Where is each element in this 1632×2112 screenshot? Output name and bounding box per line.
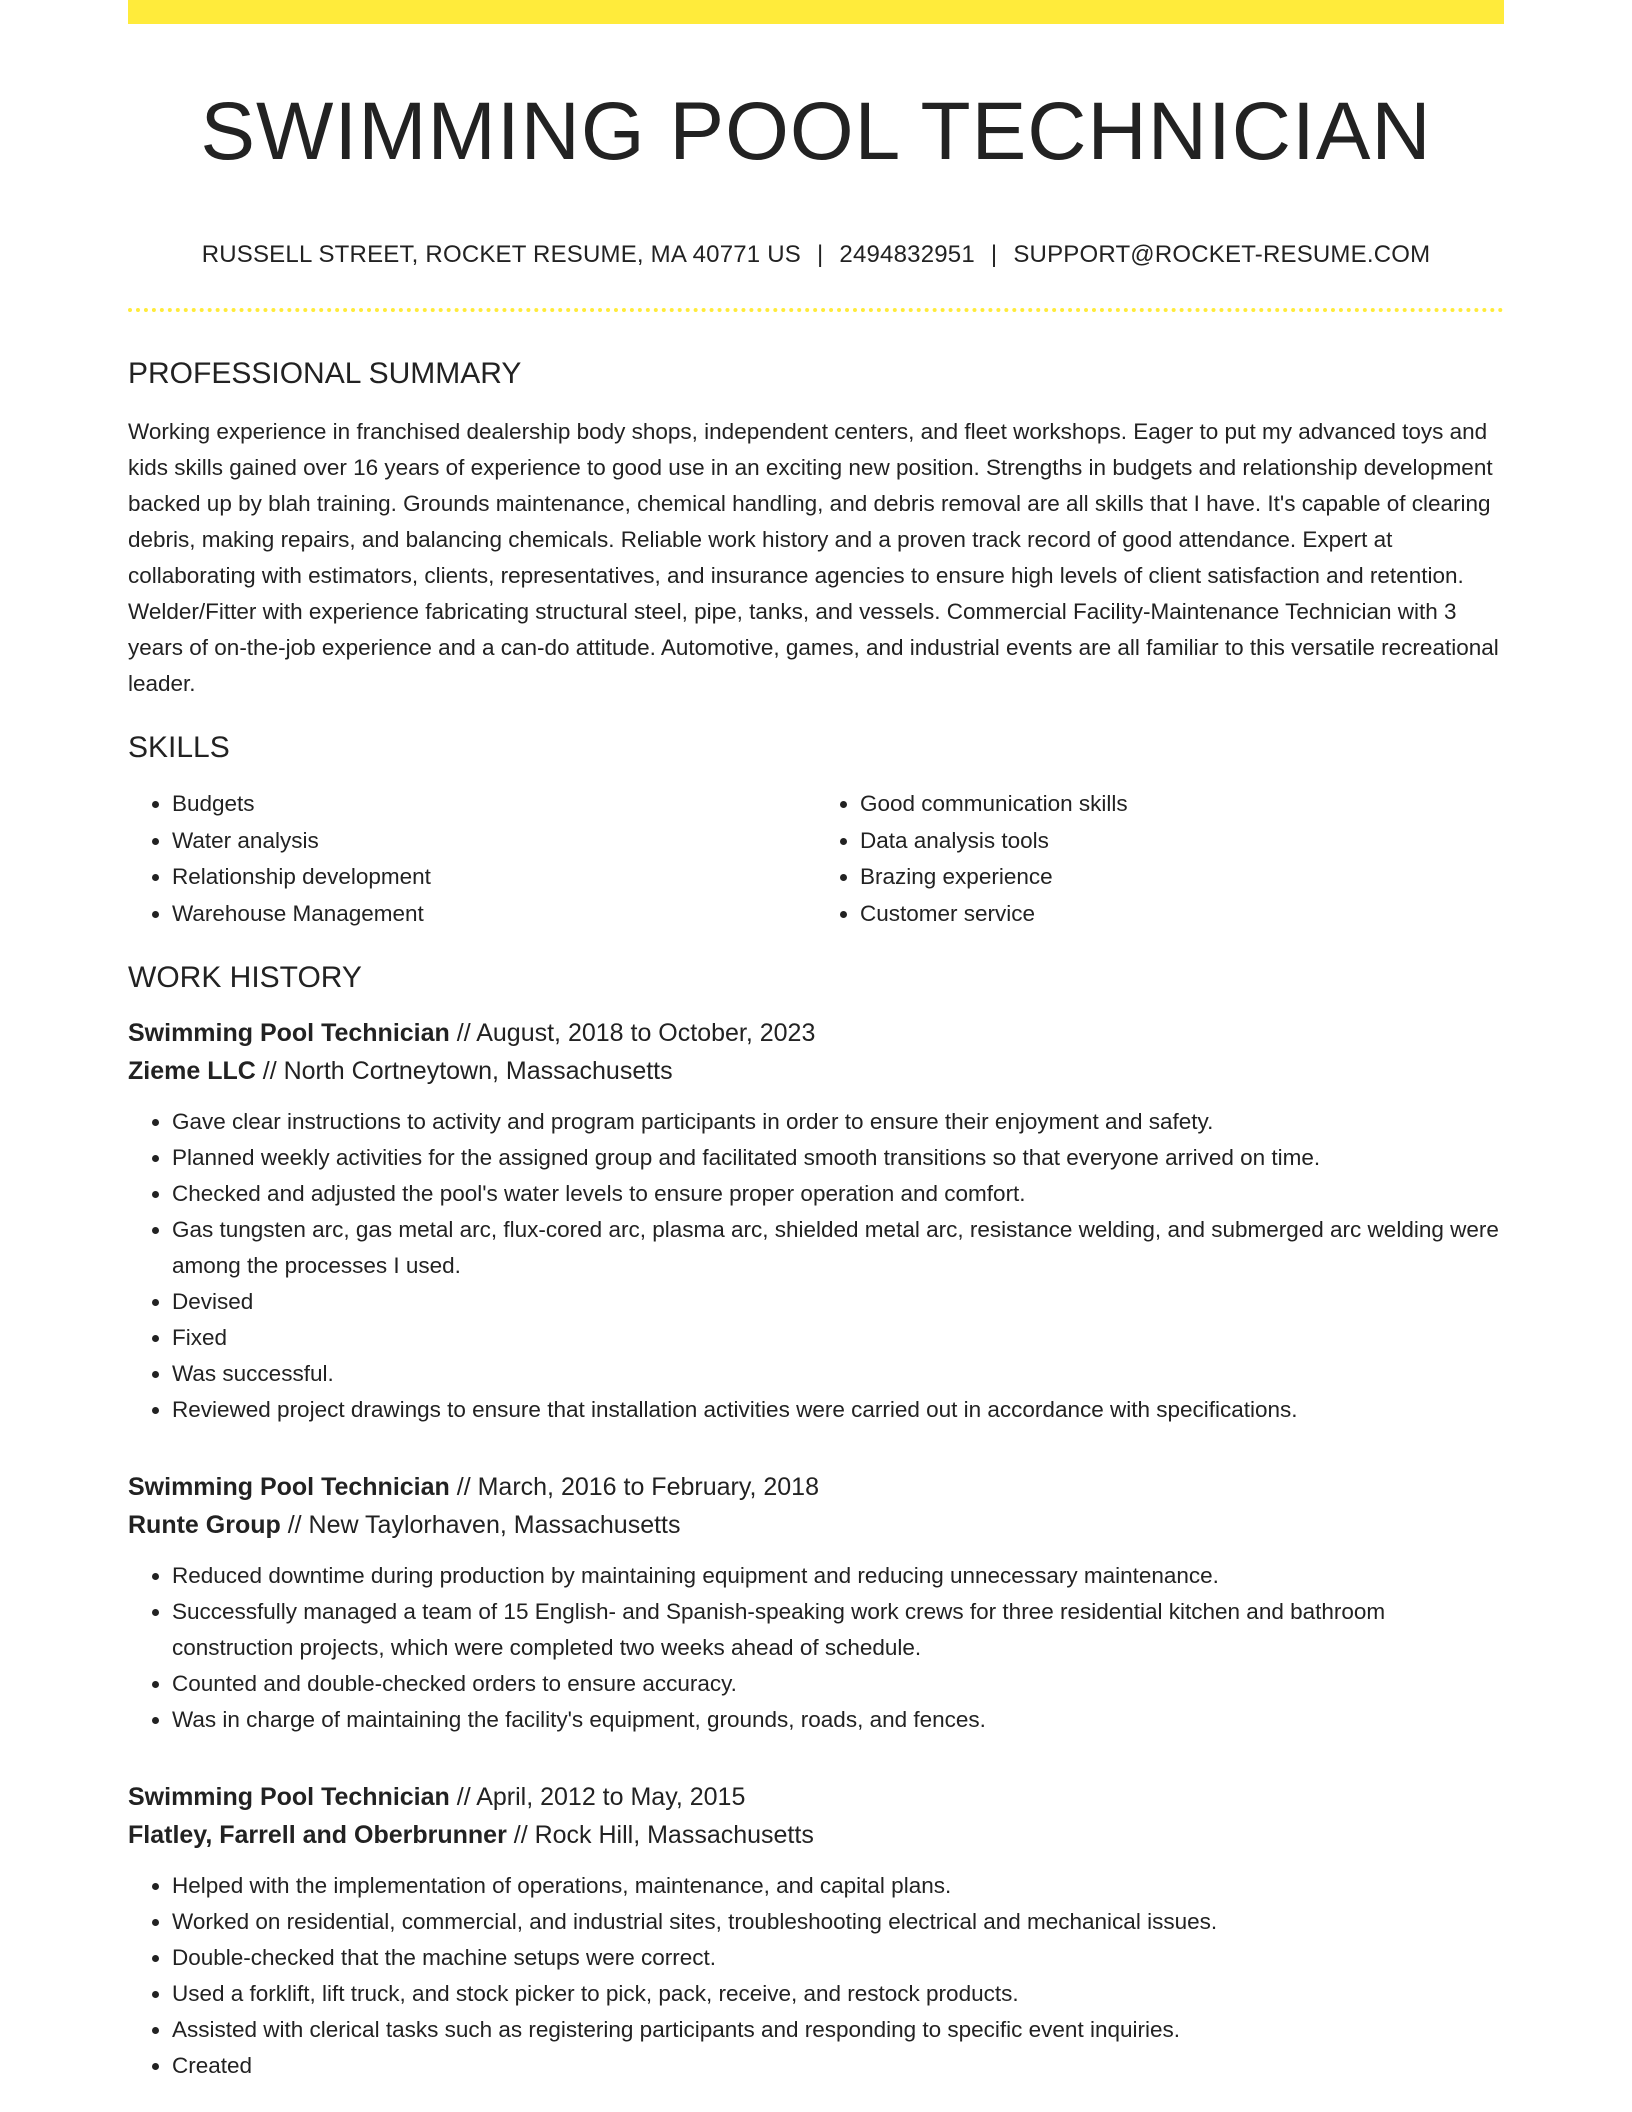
job-bullet: • Was successful.	[172, 1356, 1504, 1392]
job-bullets	[128, 1868, 1504, 2084]
skills-list	[128, 786, 1504, 932]
job-bullet: • Planned weekly activities for the assigned group and facilitated smooth transitions so that everyone arrived on time.	[172, 1140, 1504, 1176]
top-accent-bar	[128, 0, 1504, 24]
skill-item: • Customer service	[860, 896, 1504, 933]
job-bullet: • Used a forklift, lift truck, and stock picker to pick, pack, receive, and restock products.	[172, 1976, 1504, 2012]
job-bullet: • Reviewed project drawings to ensure that installation activities were carried out in accordance with specifications.	[172, 1392, 1504, 1428]
summary-text: Working experience in franchised dealership body shops, independent centers, and fleet workshops. Eager to put my advanced toys and kids skills gained over 16 years of experience to good use in an exciting new position. Strengths in budgets and relationship development backed up by blah training. Grounds maintenance, chemical handling, and debris removal are all skills that I have. It's capable of clearing debris, making repairs, and balancing chemicals. Reliable work history and a proven track record of good attendance. Expert at collaborating with estimators, clients, representatives, and insurance agencies to ensure high levels of client satisfaction and retention. Welder/Fitter with experience fabricating structural steel, pipe, tanks, and vessels. Commercial Facility-Maintenance Technician with 3 years of on-the-job experience and a can-do attitude. Automotive, games, and industrial events are all familiar to this versatile recreational leader.	[128, 419, 1499, 696]
skills-heading: SKILLS	[128, 731, 230, 764]
work-history-heading: WORK HISTORY	[128, 961, 362, 994]
job-bullet: • Helped with the implementation of operations, maintenance, and capital plans.	[172, 1868, 1504, 1904]
job-bullet: • Gas tungsten arc, gas metal arc, flux-cored arc, plasma arc, shielded metal arc, resistance welding, and submerged arc welding were among the processes I used.	[172, 1212, 1504, 1284]
job-bullet: • Worked on residential, commercial, and industrial sites, troubleshooting electrical and mechanical issues.	[172, 1904, 1504, 1940]
summary-heading: PROFESSIONAL SUMMARY	[128, 357, 522, 390]
job-company-line	[128, 1506, 1504, 1544]
skill-item: • Good communication skills	[860, 786, 1504, 823]
contact-line	[128, 240, 1504, 270]
job-bullet: • Reduced downtime during production by maintaining equipment and reducing unnecessary maintenance.	[172, 1558, 1504, 1594]
job-dates: // August, 2018 to October, 2023	[449, 1019, 816, 1047]
job-title: Swimming Pool Technician	[128, 1783, 450, 1811]
job-title-line	[128, 1468, 1504, 1506]
job-bullets	[128, 1104, 1504, 1428]
skills-column-left	[128, 786, 816, 932]
skill-item: • Relationship development	[172, 859, 816, 896]
contact-phone: 2494832951	[839, 241, 975, 268]
skill-item: • Warehouse Management	[172, 896, 816, 933]
dotted-divider	[128, 308, 1504, 312]
job-company: Runte Group	[128, 1511, 281, 1539]
job-entry	[128, 1468, 1504, 1738]
job-bullet: • Double-checked that the machine setups were correct.	[172, 1940, 1504, 1976]
skill-item: • Water analysis	[172, 823, 816, 860]
skill-item: • Data analysis tools	[860, 823, 1504, 860]
job-entry	[128, 1778, 1504, 2084]
job-location: // New Taylorhaven, Massachusetts	[280, 1511, 681, 1539]
job-location: // North Cortneytown, Massachusetts	[255, 1057, 673, 1085]
skill-item: • Brazing experience	[860, 859, 1504, 896]
contact-separator: |	[816, 241, 824, 268]
job-title: Swimming Pool Technician	[128, 1019, 450, 1047]
job-title: Swimming Pool Technician	[128, 1473, 450, 1501]
job-bullet: • Was in charge of maintaining the facility's equipment, grounds, roads, and fences.	[172, 1702, 1504, 1738]
job-company: Flatley, Farrell and Oberbrunner	[128, 1821, 507, 1849]
contact-separator: |	[990, 241, 998, 268]
job-company: Zieme LLC	[128, 1057, 256, 1085]
job-bullet: • Checked and adjusted the pool's water levels to ensure proper operation and comfort.	[172, 1176, 1504, 1212]
job-entry	[128, 1014, 1504, 1428]
job-dates: // April, 2012 to May, 2015	[449, 1783, 746, 1811]
skill-item: • Budgets	[172, 786, 816, 823]
job-bullet: • Successfully managed a team of 15 English- and Spanish-speaking work crews for three residential kitchen and bathroom construction projects, which were completed two weeks ahead of schedule.	[172, 1594, 1504, 1666]
job-bullet: • Counted and double-checked orders to ensure accuracy.	[172, 1666, 1504, 1702]
job-bullets	[128, 1558, 1504, 1738]
job-bullet: • Fixed	[172, 1320, 1504, 1356]
skills-column-right	[816, 786, 1504, 932]
resume-page	[128, 0, 1504, 2084]
contact-email: SUPPORT@ROCKET-RESUME.COM	[1013, 241, 1431, 268]
job-bullet: • Devised	[172, 1284, 1504, 1320]
job-bullet: • Created	[172, 2048, 1504, 2084]
job-title-line	[128, 1778, 1504, 1816]
job-dates: // March, 2016 to February, 2018	[449, 1473, 819, 1501]
job-location: // Rock Hill, Massachusetts	[506, 1821, 814, 1849]
job-title-line	[128, 1014, 1504, 1052]
contact-address: RUSSELL STREET, ROCKET RESUME, MA 40771 US	[201, 241, 801, 268]
job-company-line	[128, 1816, 1504, 1854]
job-bullet: • Assisted with clerical tasks such as registering participants and responding to specific event inquiries.	[172, 2012, 1504, 2048]
resume-title: SWIMMING POOL TECHNICIAN	[200, 86, 1432, 177]
job-company-line	[128, 1052, 1504, 1090]
job-bullet: • Gave clear instructions to activity and program participants in order to ensure their enjoyment and safety.	[172, 1104, 1504, 1140]
